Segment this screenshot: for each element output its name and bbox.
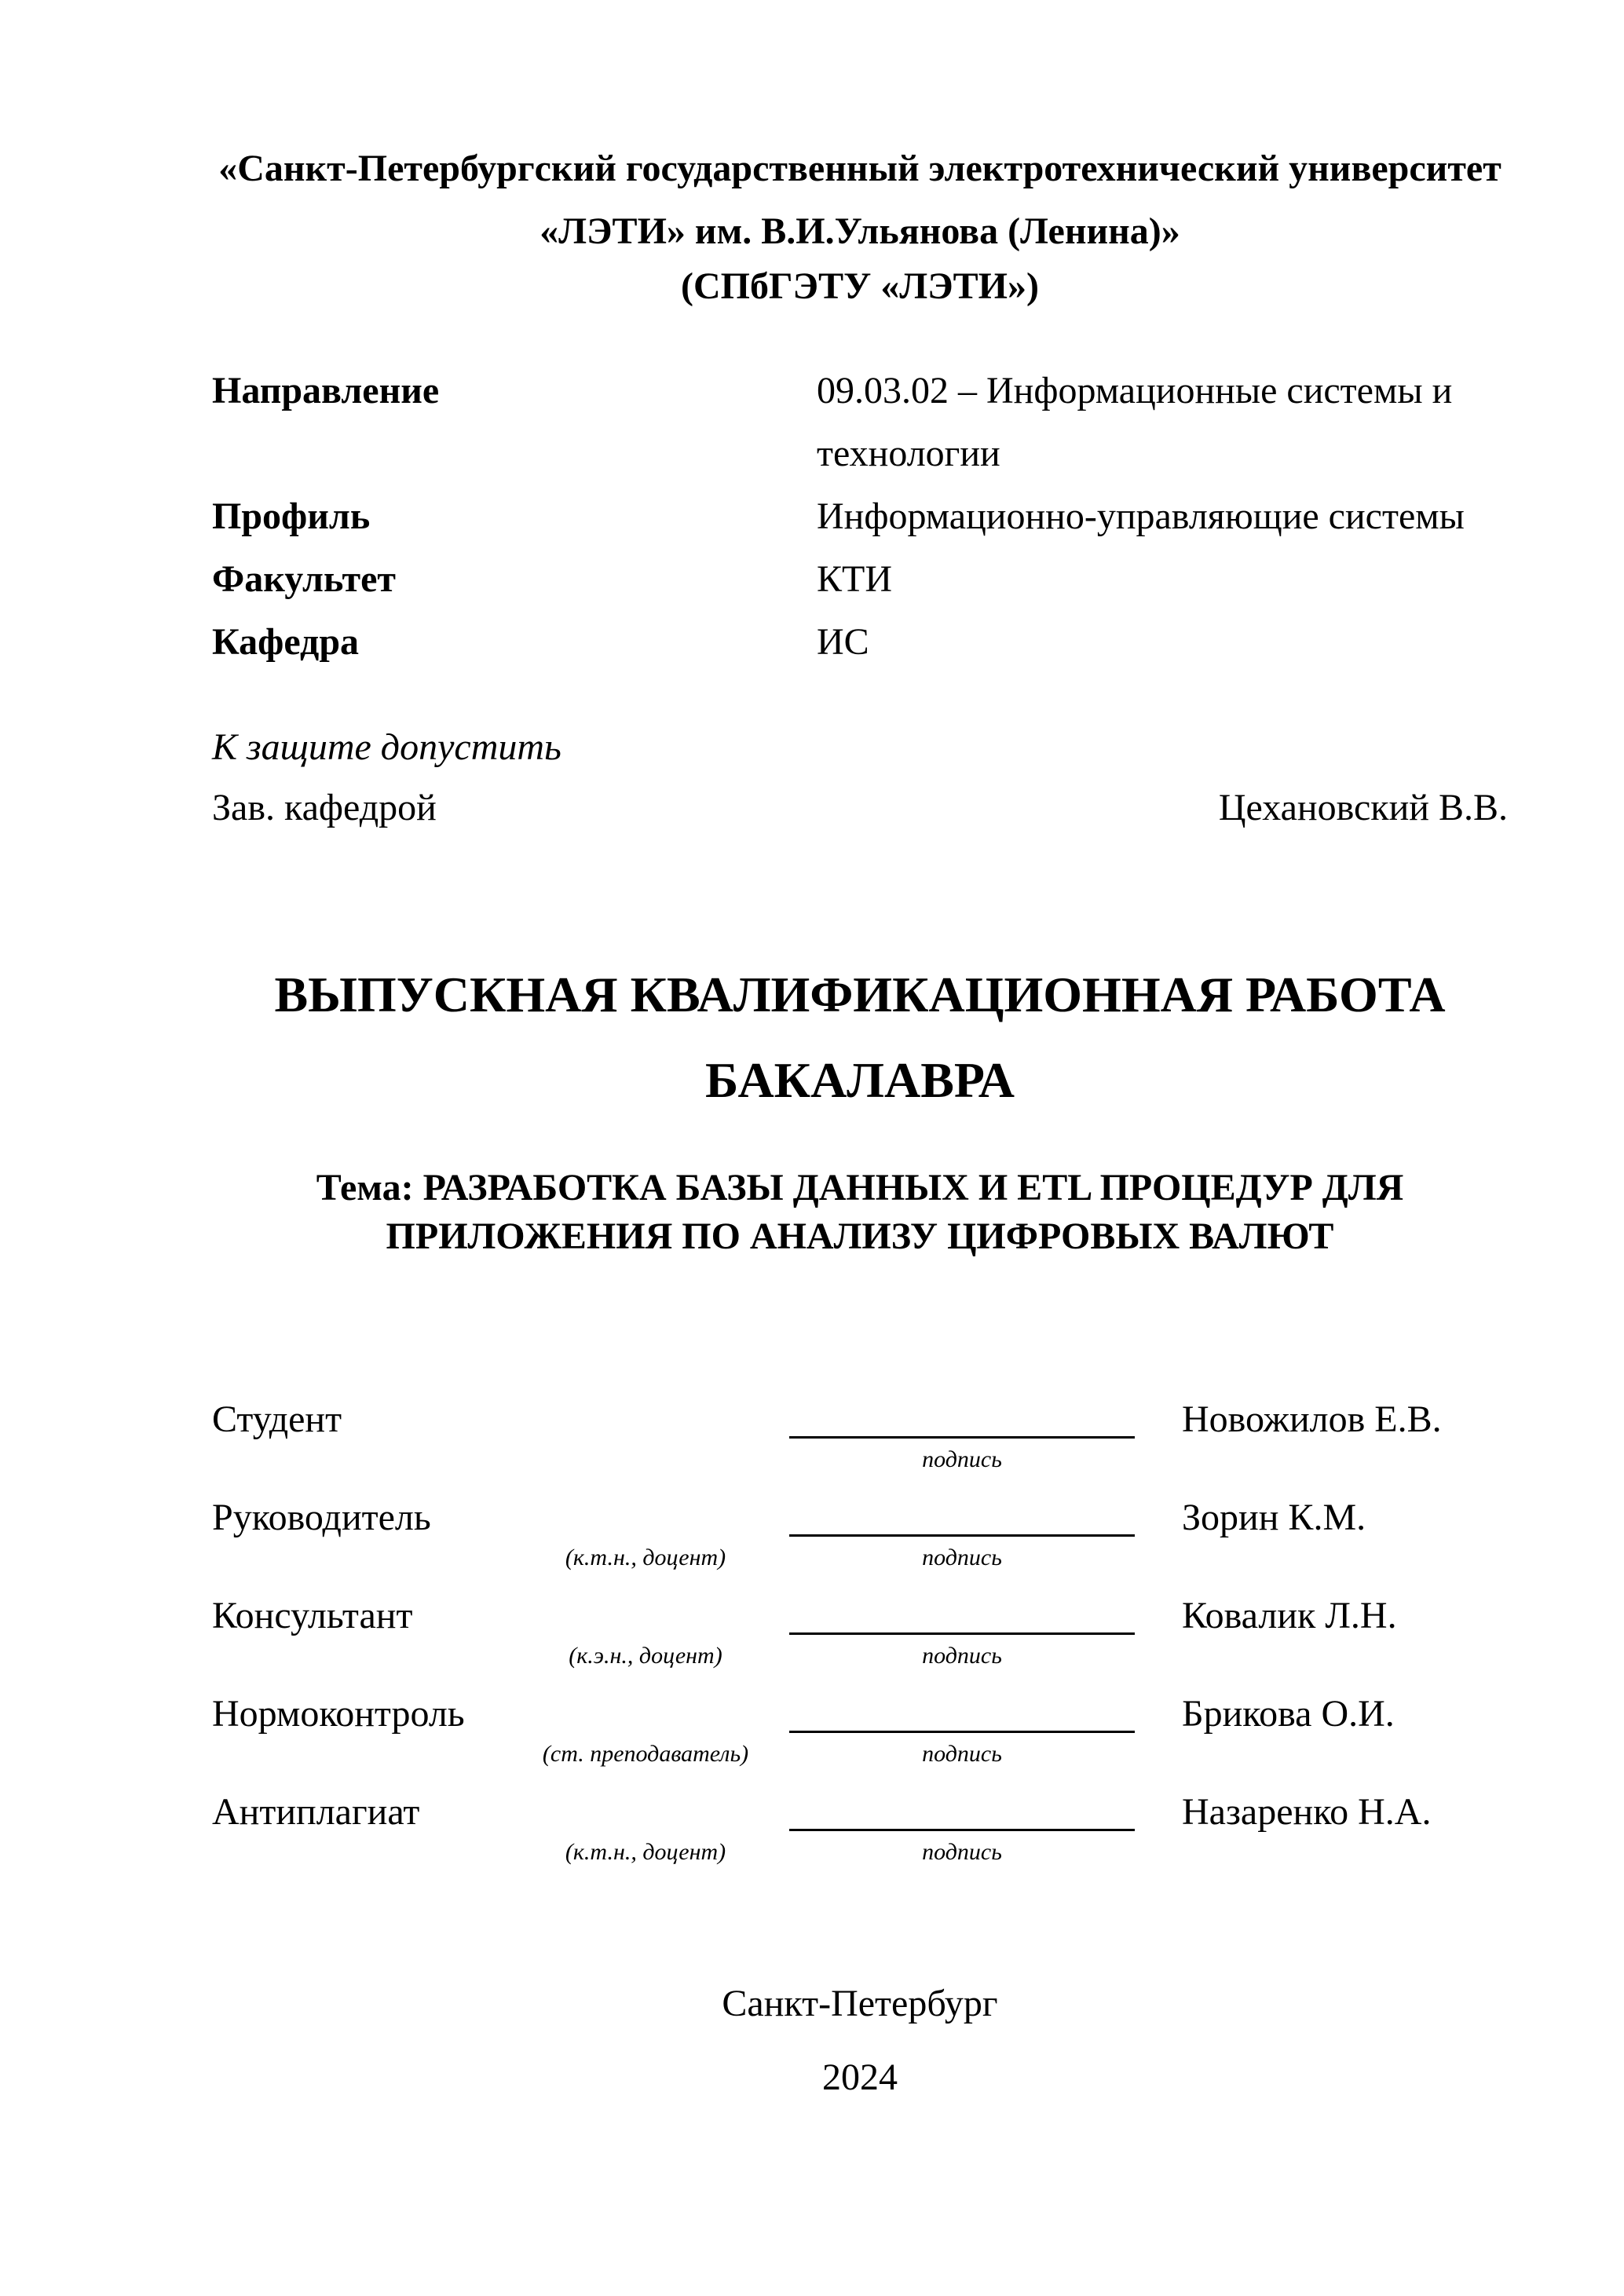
- signature-name: Новожилов Е.В.: [1182, 1398, 1442, 1440]
- field-row-department: [212, 611, 1508, 674]
- footer-block: [212, 1967, 1508, 2115]
- signature-line: [789, 1692, 1135, 1733]
- university-name-line1: «Санкт-Петербургский государственный электротехнический университет: [218, 148, 1501, 189]
- signature-row-normcontrol: [212, 1692, 1508, 1790]
- field-value: 09.03.02 – Информационные системы и технологии: [817, 370, 1453, 474]
- signature-line: [789, 1496, 1135, 1537]
- department-head-row: [212, 784, 1508, 832]
- department-head-name: Цехановский В.В.: [1218, 787, 1508, 828]
- university-name-line2: «ЛЭТИ» им. В.И.Ульянова (Ленина)»: [540, 210, 1180, 252]
- department-head-label: Зав. кафедрой: [212, 787, 437, 828]
- signature-caption: подпись: [922, 1839, 1002, 1865]
- signature-role: Нормоконтроль: [212, 1693, 465, 1735]
- field-value: Информационно-управляющие системы: [817, 495, 1465, 537]
- signature-name: Брикова О.И.: [1182, 1693, 1395, 1735]
- work-title-line2: БАКАЛАВРА: [704, 1052, 1015, 1108]
- signature-name: Зорин К.М.: [1182, 1497, 1366, 1538]
- work-title-line1: ВЫПУСКНАЯ КВАЛИФИКАЦИОННАЯ РАБОТА: [274, 967, 1446, 1022]
- signature-name: Ковалик Л.Н.: [1182, 1595, 1397, 1636]
- signature-row-consultant: [212, 1594, 1508, 1692]
- signature-role: Антиплагиат: [212, 1791, 420, 1833]
- signature-role: Студент: [212, 1398, 342, 1440]
- signature-line: [789, 1398, 1135, 1439]
- field-label: Кафедра: [212, 621, 360, 663]
- field-row-profile: [212, 485, 1508, 548]
- signature-table: [212, 1398, 1508, 1888]
- signature-caption: подпись: [922, 1643, 1002, 1669]
- footer-city: Санкт-Петербург: [722, 1983, 998, 2024]
- field-row-faculty: [212, 548, 1508, 611]
- field-value: ИС: [817, 621, 869, 663]
- signature-row-antiplagiarism: [212, 1790, 1508, 1888]
- signature-qualification: (ст. преподаватель): [542, 1741, 749, 1767]
- field-label: Факультет: [212, 558, 396, 600]
- signature-row-supervisor: [212, 1496, 1508, 1594]
- field-row-direction: [212, 360, 1508, 485]
- signature-qualification: (к.т.н., доцент): [565, 1839, 726, 1865]
- university-header: [212, 141, 1508, 314]
- signature-qualification: (к.э.н., доцент): [569, 1643, 722, 1669]
- signature-caption: подпись: [922, 1545, 1002, 1570]
- footer-year: 2024: [822, 2057, 898, 2098]
- field-value: КТИ: [817, 558, 892, 600]
- work-title: [212, 952, 1508, 1123]
- admission-block: [212, 724, 1508, 832]
- programme-fields: [212, 360, 1508, 674]
- university-name-line3: (СПбГЭТУ «ЛЭТИ»): [681, 265, 1039, 307]
- signature-caption: подпись: [922, 1741, 1002, 1767]
- signature-line: [789, 1790, 1135, 1831]
- signature-role: Руководитель: [212, 1497, 431, 1538]
- signature-caption: подпись: [922, 1446, 1002, 1472]
- signature-name: Назаренко Н.А.: [1182, 1791, 1432, 1833]
- signature-role: Консультант: [212, 1595, 413, 1636]
- admission-note: К защите допустить: [212, 726, 561, 768]
- field-label: Профиль: [212, 495, 371, 537]
- field-label: Направление: [212, 370, 440, 411]
- theme-line1: Тема: РАЗРАБОТКА БАЗЫ ДАННЫХ И ETL ПРОЦЕДУР ДЛЯ: [316, 1167, 1404, 1208]
- signature-qualification: (к.т.н., доцент): [565, 1545, 726, 1570]
- theme-line2: ПРИЛОЖЕНИЯ ПО АНАЛИЗУ ЦИФРОВЫХ ВАЛЮТ: [386, 1216, 1334, 1257]
- theme-block: [212, 1164, 1508, 1261]
- signature-row-student: [212, 1398, 1508, 1496]
- signature-line: [789, 1594, 1135, 1635]
